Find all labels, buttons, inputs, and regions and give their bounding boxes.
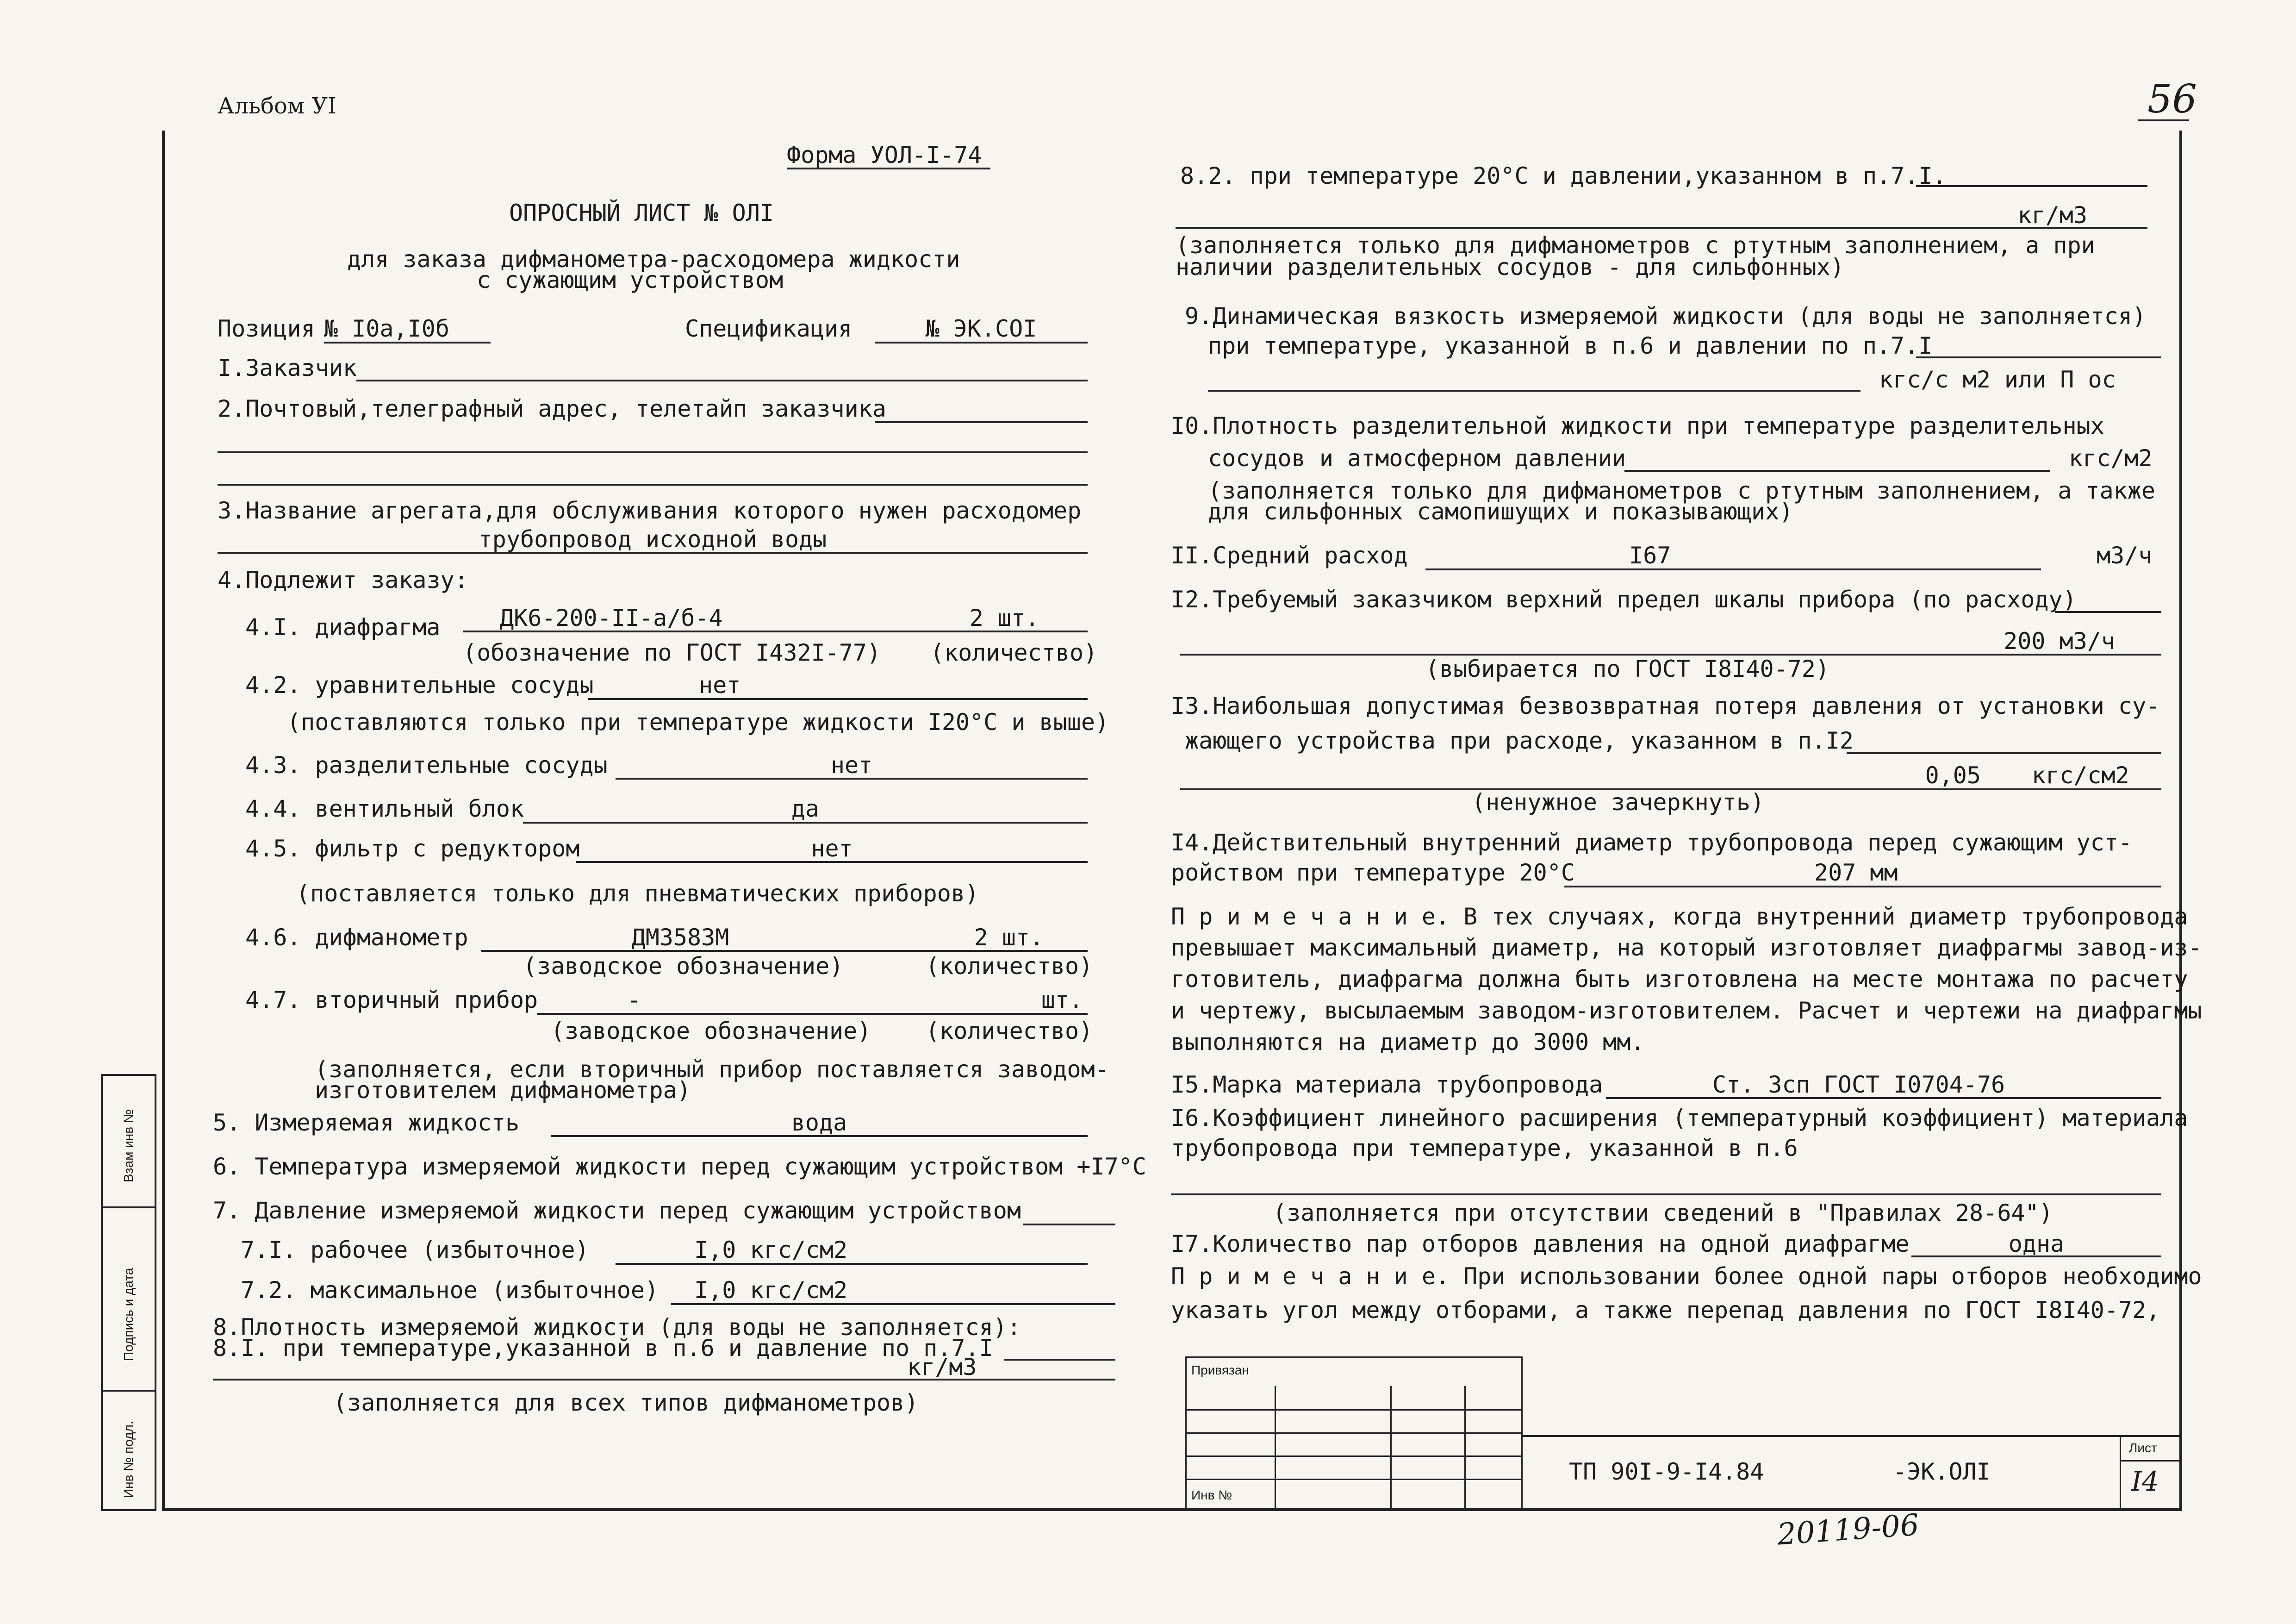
side-label-inv-orig: Инв № подл. [121, 1421, 136, 1498]
side-label-replace-inv: Взам инв № [121, 1109, 136, 1182]
item-13-note: (ненужное зачеркнуть) [1472, 789, 1765, 816]
item-9-field-2 [1208, 390, 1860, 392]
item-4-5-label: 4.5. фильтр с редуктором [245, 835, 580, 862]
item-14-line-2: ройством при температуре 20°С [1171, 859, 1575, 886]
item-2-field-2 [218, 451, 1088, 453]
item-14-diameter: I4.Действительный внутренний диаметр трубопровода перед сужающим уст- [1171, 829, 2133, 856]
item-4-1-label: 4.I. диафрагма [245, 614, 441, 641]
item-16-field [1171, 1193, 2161, 1195]
item-4-6-label: 4.6. дифманометр [245, 924, 468, 951]
stamp-grid [1187, 1479, 1521, 1480]
stamp-grid [1464, 1386, 1466, 1509]
item-4-1-note-b: (количество) [930, 639, 1098, 666]
spec-value: № ЭК.СОI [925, 315, 1037, 342]
item-13-value: 0,05 [1925, 762, 1981, 789]
position-label: Позиция [218, 315, 315, 342]
item-15-field [1606, 1097, 2161, 1099]
item-13-field [1847, 752, 2161, 754]
item-4-7-qty: шт. [1041, 987, 1083, 1013]
item-14-value: 207 мм [1814, 859, 1898, 886]
item-10-field [1624, 470, 2050, 472]
item-10-note-2: для сильфонных самопишущих и показывающих) [1208, 498, 1793, 525]
item-11-label: II.Средний расход [1171, 542, 1408, 569]
item-12-value: 200 м3/ч [2004, 628, 2115, 655]
stamp-grid [1275, 1386, 1276, 1509]
document-subtitle-1: для заказа дифманометра-расходомера жидкости [347, 246, 960, 273]
stamp-document-block [1521, 1435, 2182, 1511]
stamp-sheet-label: Лист [2129, 1441, 2157, 1455]
item-7-2-value: I,0 кгс/см2 [694, 1277, 848, 1304]
stamp-attached-block [1185, 1356, 1523, 1511]
item-12-note: (выбирается по ГОСТ I8I40-72) [1425, 656, 1829, 682]
item-7-2-field [671, 1303, 1115, 1305]
item-17-value: одна [2008, 1230, 2065, 1257]
stamp-grid [1187, 1409, 1521, 1411]
item-16-coefficient: I6.Коэффициент линейного расширения (температурный коэффициент) материала [1171, 1105, 2188, 1131]
stamp-grid [1187, 1432, 1521, 1434]
stamp-doc-code: ТП 90I-9-I4.84 [1569, 1458, 1764, 1485]
item-4-3-value: нет [830, 752, 873, 779]
item-7-2-label: 7.2. максимальное (избыточное) [241, 1277, 659, 1304]
item-7-1-field [616, 1263, 1088, 1265]
item-4-3-field [616, 778, 1088, 780]
item-3-value: трубопровод исходной воды [478, 526, 827, 553]
item-4-2-field [588, 698, 1088, 700]
item-17-label: I7.Количество пар отборов давления на одной диафрагме [1171, 1230, 1910, 1257]
item-4-1-note-a: (обозначение по ГОСТ I432I-77) [463, 639, 881, 666]
item-9-unit: кгс/с м2 или П ос [1879, 366, 2116, 393]
item-15-value: Ст. 3сп ГОСТ I0704-76 [1712, 1071, 2005, 1098]
stamp-grid [2120, 1437, 2121, 1509]
item-4-6-field [481, 950, 1088, 952]
item-8-density: 8.Плотность измеряемой жидкости (для воды не заполняется): [213, 1314, 1021, 1341]
item-7-pressure: 7. Давление измеряемой жидкости перед сужающим устройством [213, 1197, 1021, 1224]
item-7-1-label: 7.I. рабочее (избыточное) [241, 1237, 589, 1263]
item-4-7-label: 4.7. вторичный прибор [245, 987, 538, 1013]
item-4-6-value: ДМ3583М [631, 924, 729, 951]
item-4-1-value: ДК6-200-II-а/б-4 [500, 605, 723, 631]
item-4-2-value: нет [699, 672, 741, 699]
item-13-pressure-loss: I3.Наибольшая допустимая безвозвратная потеря давления от установки су- [1171, 693, 2160, 719]
item-8-1-field-2 [213, 1379, 1115, 1380]
item-16-note: (заполняется при отсутствии сведений в "Правилах 28-64") [1273, 1199, 2053, 1226]
item-4-1-qty: 2 шт. [969, 605, 1039, 631]
side-label-sign-date: Подпись и дата [121, 1268, 136, 1361]
handwritten-number: 20119-06 [1776, 1508, 1920, 1552]
item-4-4-label: 4.4. вентильный блок [245, 795, 524, 822]
item-4-order: 4.Подлежит заказу: [218, 567, 468, 593]
item-1-customer: I.Заказчик [218, 355, 357, 381]
stamp-doc-suffix: -ЭК.ОЛI [1893, 1458, 1991, 1485]
stamp-grid [1187, 1455, 1521, 1457]
item-4-2-label: 4.2. уравнительные сосуды [245, 672, 594, 699]
item-6-temperature: 6. Температура измеряемой жидкости перед сужающим устройством +I7°С [213, 1153, 1146, 1180]
item-4-7-note-b: (количество) [926, 1018, 1093, 1044]
item-4-6-note-b: (количество) [926, 953, 1093, 980]
form-name: Форма УОЛ-I-74 [787, 142, 982, 169]
item-11-value: I67 [1629, 542, 1671, 569]
item-12-upper-limit: I2.Требуемый заказчиком верхний предел шкалы прибора (по расходу) [1171, 586, 2077, 613]
note-2-line-2: указать угол между отборами, а также перепад давления по ГОСТ I8I40-72, [1171, 1297, 2160, 1324]
album-label: Альбом УI [218, 93, 337, 119]
item-13-unit: кгс/см2 [2032, 762, 2129, 789]
side-cell-sign-date [101, 1206, 156, 1392]
item-2-address: 2.Почтовый,телеграфный адрес, телетайп заказчика [218, 395, 886, 422]
item-13-line-2: жающего устройства при расходе, указанном в п.I2 [1185, 727, 1854, 754]
item-8-1-unit: кг/м3 [907, 1354, 977, 1380]
item-10-note-1: (заполняется только для дифманометров с ртутным заполнением, а также [1208, 477, 2155, 504]
item-3-unit: 3.Название агрегата,для обслуживания которого нужен расходомер [218, 497, 1082, 524]
item-9-field [1916, 356, 2161, 358]
item-2-field-3 [218, 484, 1088, 486]
item-8-note: (заполняется для всех типов дифманометров) [333, 1389, 919, 1416]
item-4-1-field [463, 631, 1088, 632]
stamp-grid [1390, 1386, 1392, 1509]
item-10-unit: кгс/м2 [2069, 445, 2153, 472]
item-4-5-note: (поставляется только для пневматических приборов) [296, 880, 979, 907]
item-9-line-2: при температуре, указанной в п.6 и давлении по п.7.I [1208, 332, 1933, 359]
item-11-field [1425, 568, 2041, 570]
item-4-5-field [576, 861, 1088, 863]
note-1-line-2: превышает максимальный диаметр, на который изготовляет диафрагмы завод-из- [1171, 934, 2202, 961]
item-8-1: 8.I. при температуре,указанной в п.6 и давление по п.7.I [213, 1335, 993, 1362]
form-name-underline [787, 168, 990, 169]
item-4-2-note: (поставляются только при температуре жидкости I20°С и выше) [287, 709, 1109, 736]
item-15-label: I5.Марка материала трубопровода [1171, 1071, 1603, 1098]
spec-underline [875, 342, 1088, 344]
note-2-line-1: П р и м е ч а н и е. При использовании более одной пары отборов необходимо [1171, 1263, 2202, 1290]
item-16-line-2: трубопровода при температуре, указанной в п.6 [1171, 1135, 1798, 1162]
item-1-field [356, 380, 1088, 381]
item-11-unit: м3/ч [2097, 542, 2153, 569]
stamp-attached-label: Привязан [1191, 1363, 1249, 1377]
item-10-density: I0.Плотность разделительной жидкости при температуре разделительных [1171, 412, 2104, 439]
item-5-field [551, 1135, 1088, 1137]
item-8-2: 8.2. при температуре 20°С и давлении,указанном в п.7.I. [1180, 162, 1947, 189]
spec-label: Спецификация [685, 315, 852, 342]
item-2-field [875, 421, 1088, 423]
page-number-underline [2138, 119, 2189, 121]
item-4-4-field [523, 822, 1088, 824]
item-5-value: вода [791, 1109, 847, 1136]
item-4-7-note-c1: (заполняется, если вторичный прибор поставляется заводом- [315, 1056, 1109, 1083]
item-4-6-qty: 2 шт. [974, 924, 1044, 951]
item-8-2-field-2 [1176, 227, 2147, 229]
position-value: № I0а,I0б [324, 315, 449, 342]
page-number: 56 [2147, 76, 2197, 122]
item-3-field [218, 552, 1088, 554]
note-1-line-3: готовитель, диафрагма должна быть изготовлена на месте монтажа по расчету [1171, 966, 2188, 993]
item-8-2-note-2: наличии разделительных сосудов - для сильфонных) [1176, 254, 1844, 281]
note-1-line-4: и чертежу, высылаемым заводом-изготовителем. Расчет и чертежи на диафрагмы [1171, 997, 2202, 1024]
item-14-field [1564, 886, 2161, 887]
item-5-label: 5. Измеряемая жидкость [213, 1109, 520, 1136]
side-cell-replace-inv [101, 1074, 156, 1208]
item-4-3-label: 4.3. разделительные сосуды [245, 752, 608, 779]
item-12-field [2055, 611, 2161, 613]
item-4-7-field [537, 1013, 1088, 1015]
stamp-grid [2120, 1460, 2179, 1462]
stamp-sheet-value: I4 [2131, 1466, 2159, 1497]
item-17-field [1911, 1255, 2161, 1257]
stamp-inv-label: Инв № [1191, 1488, 1232, 1502]
item-8-1-field [1004, 1359, 1115, 1361]
item-4-7-note-c2: изготовителем дифманометра) [315, 1077, 691, 1104]
note-1-line-1: П р и м е ч а н и е. В тех случаях, когда внутренний диаметр трубопровода [1171, 903, 2188, 930]
item-4-4-value: да [791, 795, 820, 822]
item-7-1-value: I,0 кгс/см2 [694, 1237, 848, 1263]
item-4-7-note-a: (заводское обозначение) [551, 1018, 871, 1044]
item-7-field [1023, 1224, 1115, 1225]
side-cell-inv-orig [101, 1390, 156, 1511]
item-10-line-2: сосудов и атмосферном давлении [1208, 445, 1626, 472]
note-1-line-5: выполняются на диаметр до 3000 мм. [1171, 1029, 1645, 1056]
item-8-2-unit: кг/м3 [2017, 202, 2087, 229]
item-4-6-note-a: (заводское обозначение) [523, 953, 844, 980]
document-subtitle-2: с сужающим устройством [477, 267, 784, 294]
item-8-2-field [1916, 185, 2147, 187]
document-title: ОПРОСНЫЙ ЛИСТ № ОЛI [509, 200, 774, 226]
item-4-5-value: нет [811, 835, 853, 862]
item-8-2-note-1: (заполняется только для дифманометров с ртутным заполнением, а при [1176, 232, 2095, 259]
item-4-7-value: - [627, 987, 641, 1013]
item-9-viscosity: 9.Динамическая вязкость измеряемой жидкости (для воды не заполняется) [1185, 303, 2147, 330]
position-underline [324, 342, 491, 344]
